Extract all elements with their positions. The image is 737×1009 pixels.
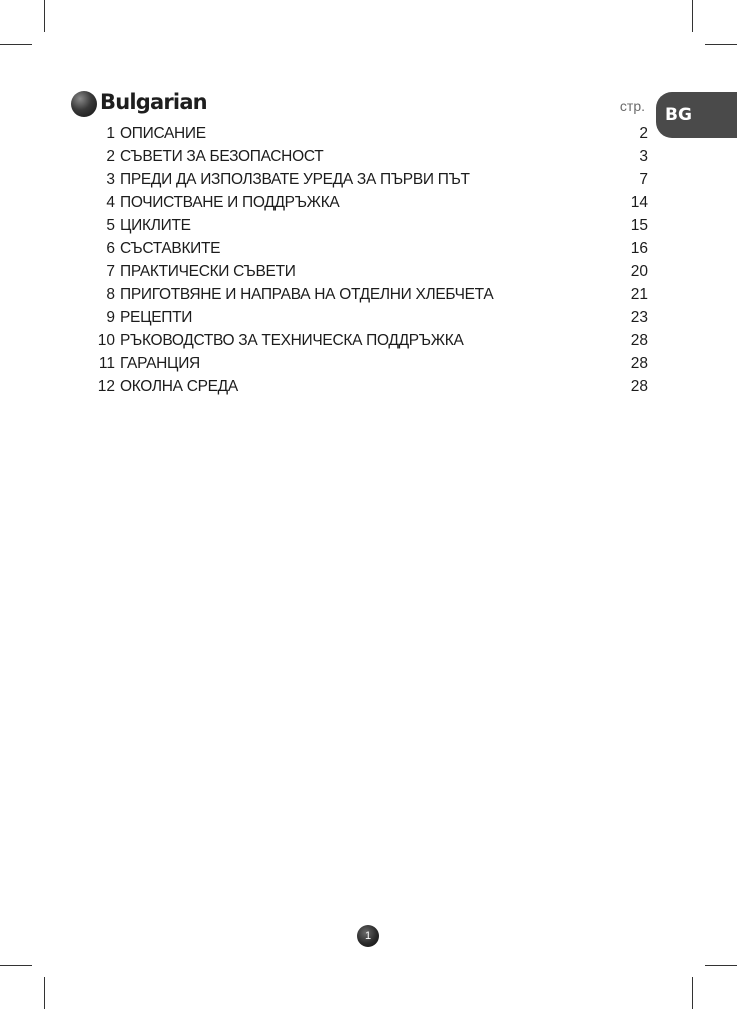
toc-entry[interactable] — [88, 375, 648, 398]
toc-entry-number: 11 — [98, 355, 115, 372]
crop-mark-top-right-vertical — [692, 0, 693, 32]
toc-entry-title: ПРАКТИЧЕСКИ СЪВЕТИ — [120, 263, 296, 280]
toc-entry-title: ПРИГОТВЯНЕ И НАПРАВА НА ОТДЕЛНИ ХЛЕБЧЕТА — [120, 286, 494, 303]
toc-entry-page: 15 — [630, 217, 648, 234]
toc-entry-page: 3 — [639, 148, 648, 165]
crop-mark-top-left-horizontal — [0, 44, 32, 45]
toc-entry-number: 12 — [97, 378, 115, 395]
table-of-contents — [88, 122, 648, 398]
toc-entry[interactable] — [88, 214, 648, 237]
toc-entry-number: 2 — [106, 148, 115, 165]
toc-entry[interactable] — [88, 260, 648, 283]
toc-entry[interactable] — [88, 237, 648, 260]
toc-entry-page: 7 — [639, 171, 648, 188]
toc-entry-title: РЪКОВОДСТВО ЗА ТЕХНИЧЕСКА ПОДДРЪЖКА — [120, 332, 464, 349]
crop-mark-bottom-right-vertical — [692, 977, 693, 1009]
toc-entry-page: 2 — [639, 125, 648, 142]
toc-entry-title: ОПИСАНИЕ — [120, 125, 206, 142]
language-bullet-icon — [71, 91, 97, 117]
toc-entry-title: СЪВЕТИ ЗА БЕЗОПАСНОСТ — [120, 148, 324, 165]
toc-entry-title: ПРЕДИ ДА ИЗПОЛЗВАТЕ УРЕДА ЗА ПЪРВИ ПЪТ — [120, 171, 470, 188]
toc-entry-page: 14 — [630, 194, 648, 211]
toc-entry-number: 8 — [106, 286, 115, 303]
toc-entry[interactable] — [88, 122, 648, 145]
toc-entry-page: 28 — [630, 355, 648, 372]
crop-mark-bottom-right-horizontal — [705, 965, 737, 966]
language-tab: BG — [656, 92, 737, 138]
toc-entry-page: 20 — [630, 263, 648, 280]
toc-entry-page: 28 — [630, 332, 648, 349]
toc-entry-number: 4 — [106, 194, 115, 211]
toc-entry-title: ЦИКЛИТЕ — [120, 217, 191, 234]
toc-entry-title: РЕЦЕПТИ — [120, 309, 193, 326]
toc-entry-page: 23 — [630, 309, 648, 326]
crop-mark-bottom-left-horizontal — [0, 965, 32, 966]
crop-mark-top-left-vertical — [44, 0, 45, 32]
toc-entry[interactable] — [88, 191, 648, 214]
page-column-label: стр. — [619, 98, 645, 114]
toc-entry-number: 10 — [97, 332, 115, 349]
toc-entry[interactable] — [88, 329, 648, 352]
toc-entry-number: 6 — [106, 240, 115, 257]
toc-entry-number: 9 — [106, 309, 115, 326]
toc-entry-number: 5 — [106, 217, 115, 234]
toc-entry-page: 21 — [630, 286, 648, 303]
crop-mark-bottom-left-vertical — [44, 977, 45, 1009]
toc-entry-title: ГАРАНЦИЯ — [120, 355, 200, 372]
toc-entry-title: СЪСТАВКИТЕ — [120, 240, 221, 257]
toc-entry-title: ПОЧИСТВАНЕ И ПОДДРЪЖКА — [120, 194, 340, 211]
page-number-badge: 1 — [357, 925, 379, 947]
language-title: Bulgarian — [100, 90, 207, 114]
toc-entry[interactable] — [88, 306, 648, 329]
toc-entry[interactable] — [88, 352, 648, 375]
toc-entry[interactable] — [88, 283, 648, 306]
toc-entry-page: 16 — [630, 240, 648, 257]
toc-entry-number: 3 — [106, 171, 115, 188]
toc-entry-number: 7 — [106, 263, 115, 280]
crop-mark-top-right-horizontal — [705, 44, 737, 45]
toc-entry[interactable] — [88, 168, 648, 191]
toc-entry-title: ОКОЛНА СРЕДА — [120, 378, 238, 395]
toc-entry[interactable] — [88, 145, 648, 168]
toc-entry-number: 1 — [106, 125, 115, 142]
toc-entry-page: 28 — [630, 378, 648, 395]
